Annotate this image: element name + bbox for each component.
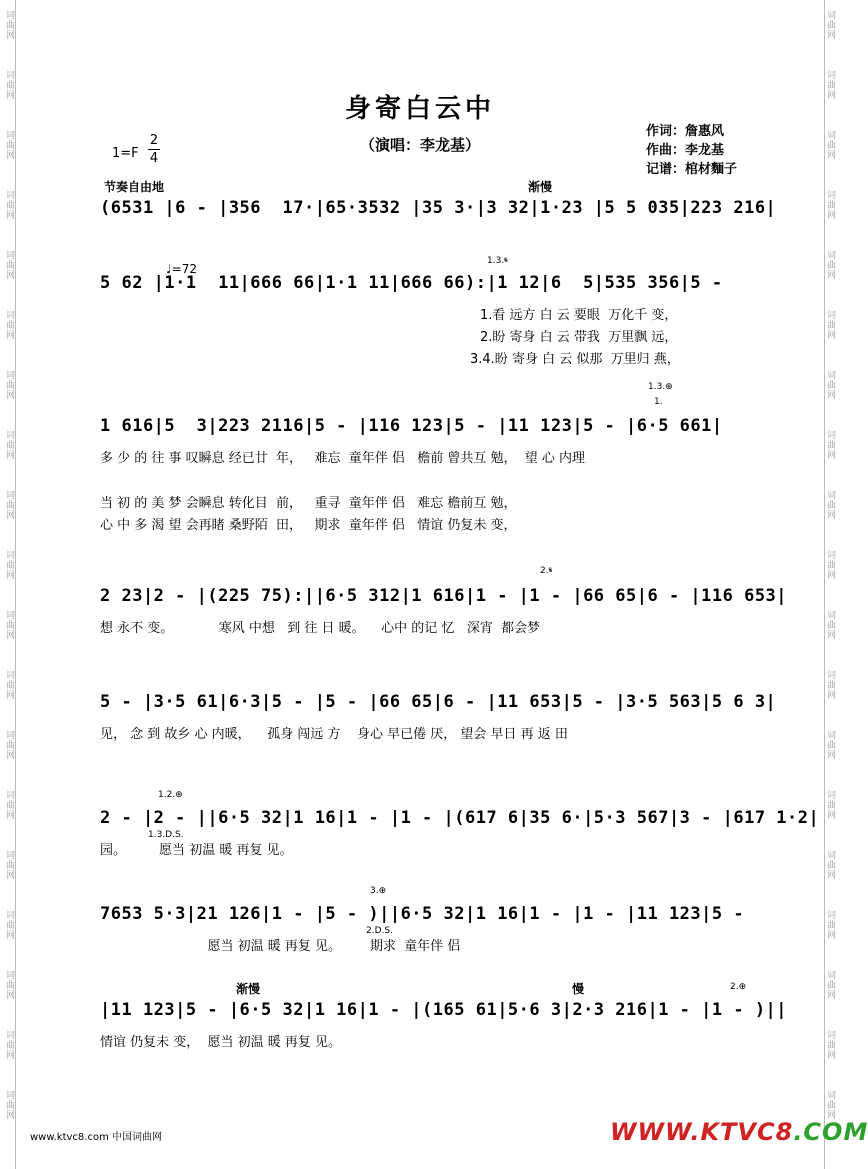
watermark-text: 词曲网 bbox=[4, 910, 14, 940]
lyric-line: 愿当 初温 暖 再复 见。 期求 童年伴 侣 bbox=[100, 939, 461, 954]
footer-logo-main: WWW.KTVC8 bbox=[610, 1118, 794, 1146]
watermark-text: 词曲网 bbox=[825, 1030, 835, 1060]
watermark-text: 词曲网 bbox=[4, 430, 14, 460]
segno-marker: 1.3.𝄋 bbox=[487, 256, 509, 266]
watermark-text: 词曲网 bbox=[825, 850, 835, 880]
tempo-mark-rit: 渐慢 bbox=[528, 180, 553, 194]
ds-marker: 1.3.D.S. bbox=[148, 830, 184, 840]
time-signature-top: 2 bbox=[149, 133, 159, 148]
lyric-line: 心 中 多 渴 望 会再睹 桑野陌 田， 期求 童年伴 侣 情谊 仍复未 变， bbox=[100, 518, 517, 533]
watermark-text: 词曲网 bbox=[4, 190, 14, 220]
key-signature: 1=F bbox=[112, 146, 139, 161]
watermark-text: 词曲网 bbox=[4, 610, 14, 640]
watermark-text: 词曲网 bbox=[4, 790, 14, 820]
watermark-text: 词曲网 bbox=[4, 1090, 14, 1120]
notation-line: 7653 5·3|21 126|1 - |5 - )||6·5 32|1 16|1 - |1 - |11 123|5 - bbox=[100, 904, 745, 924]
composer-credit: 作曲：李龙基 bbox=[646, 143, 725, 158]
notation-line: |11 123|5 - |6·5 32|1 16|1 - |(165 61|5·6 3|2·3 216|1 - |1 - )|| bbox=[100, 1000, 788, 1020]
watermark-text: 词曲网 bbox=[825, 970, 835, 1000]
watermark-text: 词曲网 bbox=[825, 370, 835, 400]
singer-credit: （演唱：李龙基） bbox=[359, 136, 480, 154]
lyric-line: 多 少 的 往 事 叹瞬息 经已廿 年， 难忘 童年伴 侣 檐前 曾共互 勉， 望 心 内理 bbox=[100, 451, 586, 466]
coda-marker: 1.3.⊕ bbox=[648, 382, 673, 392]
watermark-text: 词曲网 bbox=[825, 610, 835, 640]
watermark-text: 词曲网 bbox=[825, 250, 835, 280]
volta-1-marker: 1. bbox=[654, 397, 663, 407]
notation-line: 5 - |3·5 61|6·3|5 - |5 - |66 65|6 - |11 653|5 - |3·5 563|5 6 3| bbox=[100, 692, 777, 712]
tempo-mark-bpm: ♩=72 bbox=[166, 262, 197, 276]
watermark-text: 词曲网 bbox=[4, 70, 14, 100]
watermark-text: 词曲网 bbox=[4, 310, 14, 340]
lyric-line: 情谊 仍复未 变， 愿当 初温 暖 再复 见。 bbox=[100, 1035, 342, 1050]
lyric-line: 见， 念 到 故乡 心 内暖， 孤身 闯远 方 身心 早已倦 厌， 望会 早日 再 返 田 bbox=[100, 727, 568, 742]
lyric-line: 1.看 远方 白 云 要眼 万化千 变， bbox=[480, 308, 678, 323]
coda-marker-2: 1.2.⊕ bbox=[158, 790, 183, 800]
watermark-text: 词曲网 bbox=[825, 730, 835, 760]
footer-logo-domain: .COM bbox=[793, 1118, 868, 1146]
watermark-text: 词曲网 bbox=[4, 670, 14, 700]
watermark-text: 词曲网 bbox=[4, 370, 14, 400]
watermark-text: 词曲网 bbox=[825, 10, 835, 40]
watermark-text: 词曲网 bbox=[825, 490, 835, 520]
coda-marker-4: 2.⊕ bbox=[730, 982, 747, 992]
watermark-text: 词曲网 bbox=[4, 970, 14, 1000]
watermark-text: 词曲网 bbox=[825, 910, 835, 940]
notation-line: 5 62 |1·1 11|666 66|1·1 11|666 66):|1 12|6 5|535 356|5 - bbox=[100, 273, 723, 293]
lyric-line: 3.4.盼 寄身 白 云 似那 万里归 燕， bbox=[470, 352, 680, 367]
credits-block bbox=[646, 122, 737, 179]
watermark-text: 词曲网 bbox=[4, 490, 14, 520]
time-signature bbox=[148, 132, 160, 167]
watermark-text: 词曲网 bbox=[4, 250, 14, 280]
watermark-text: 词曲网 bbox=[4, 730, 14, 760]
notation-line: 2 - |2 - ||6·5 32|1 16|1 - |1 - |(617 6|35 6·|5·3 567|3 - |617 1·2| bbox=[100, 808, 820, 828]
ds-marker-2: 2.D.S. bbox=[366, 926, 393, 936]
footer-site-label: www.ktvc8.com 中国词曲网 bbox=[30, 1132, 163, 1143]
watermark-text: 词曲网 bbox=[825, 130, 835, 160]
coda-marker-3: 3.⊕ bbox=[370, 886, 387, 896]
watermark-text: 词曲网 bbox=[4, 130, 14, 160]
watermark-text: 词曲网 bbox=[4, 1030, 14, 1060]
footer-logo bbox=[610, 1118, 868, 1146]
watermark-text: 词曲网 bbox=[4, 850, 14, 880]
transcriber-credit: 记谱：棺材麵子 bbox=[646, 162, 738, 177]
watermark-text: 词曲网 bbox=[4, 550, 14, 580]
notation-line: 1 616|5 3|223 2116|5 - |116 123|5 - |11 123|5 - |6·5 661| bbox=[100, 416, 723, 436]
notation-line: 2 23|2 - |(225 75):||6·5 312|1 616|1 - |1 - |66 65|6 - |116 653| bbox=[100, 586, 788, 606]
watermark-text: 词曲网 bbox=[825, 310, 835, 340]
watermark-text: 词曲网 bbox=[825, 190, 835, 220]
tempo-mark-slow: 慢 bbox=[572, 982, 585, 996]
lyricist-credit: 作词：詹惠风 bbox=[646, 124, 725, 139]
notation-line: (6531 |6 - |356 17·|65·3532 |35 3·|3 32|1·23 |5 5 035|223 216| bbox=[100, 198, 777, 218]
lyric-line: 想 永不 变。 寒风 中想 到 往 日 暖。 心中 的记 忆 深宵 都会梦 bbox=[100, 621, 541, 636]
lyric-line: 当 初 的 美 梦 会瞬息 转化目 前， 重寻 童年伴 侣 难忘 檐前互 勉， bbox=[100, 496, 517, 511]
song-title: 身寄白云中 bbox=[344, 94, 495, 124]
time-signature-bottom: 4 bbox=[149, 151, 159, 166]
watermark-text: 词曲网 bbox=[825, 550, 835, 580]
lyric-line: 2.盼 寄身 白 云 带我 万里飘 远， bbox=[480, 330, 678, 345]
tempo-mark-free: 节奏自由地 bbox=[104, 180, 165, 194]
segno-marker-2: 2.𝄋 bbox=[540, 566, 553, 576]
watermark-text: 词曲网 bbox=[4, 10, 14, 40]
watermark-text: 词曲网 bbox=[825, 670, 835, 700]
watermark-text: 词曲网 bbox=[825, 1090, 835, 1120]
watermark-text: 词曲网 bbox=[825, 70, 835, 100]
watermark-text: 词曲网 bbox=[825, 790, 835, 820]
tempo-mark-rit-2: 渐慢 bbox=[236, 982, 261, 996]
lyric-line: 园。 愿当 初温 暖 再复 见。 bbox=[100, 843, 293, 858]
watermark-text: 词曲网 bbox=[825, 430, 835, 460]
